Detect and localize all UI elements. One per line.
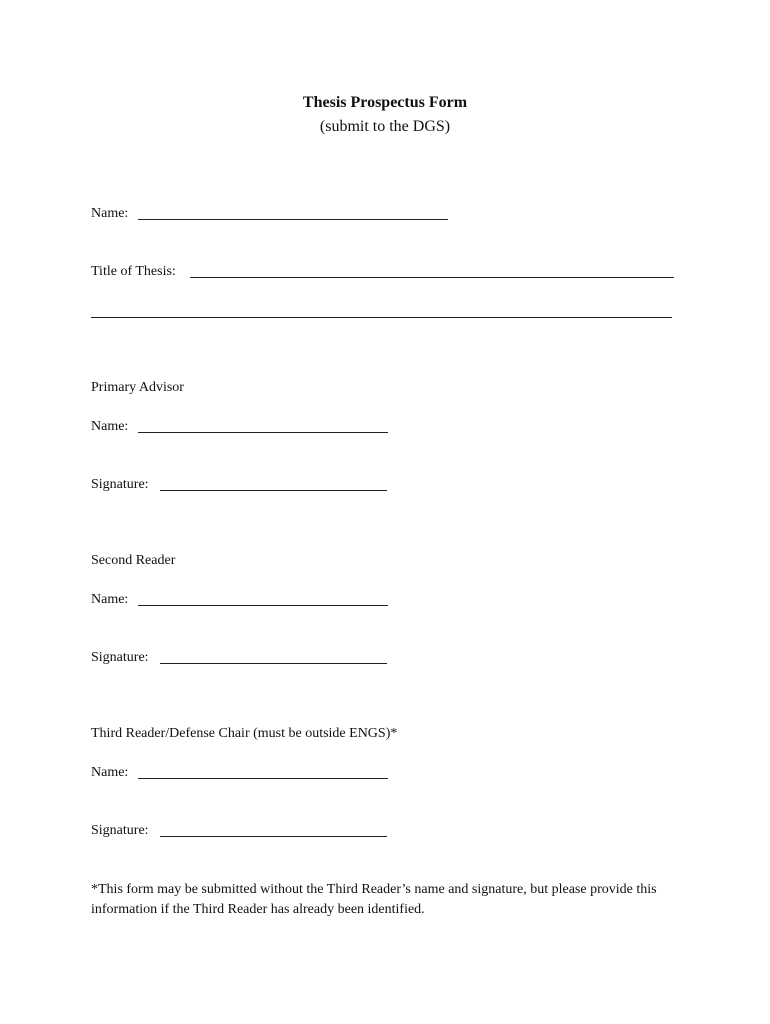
primary-advisor-name-label: Name: [91, 419, 129, 434]
student-name-label: Name: [91, 206, 129, 221]
second-reader-name-field[interactable] [138, 605, 388, 606]
thesis-title-label: Title of Thesis: [91, 264, 176, 279]
footnote: *This form may be submitted without the Third Reader’s name and signature, but please provide this information if the Third Reader has already been identified. [91, 882, 657, 917]
second-reader-signature-label: Signature: [91, 650, 149, 665]
primary-advisor-name-field[interactable] [138, 432, 388, 433]
primary-advisor-heading: Primary Advisor [91, 380, 184, 395]
third-reader-heading: Third Reader/Defense Chair (must be outside ENGS)* [91, 726, 398, 741]
second-reader-name-label: Name: [91, 592, 129, 607]
third-reader-signature-label: Signature: [91, 823, 149, 838]
thesis-title-field[interactable] [190, 277, 674, 278]
thesis-title-field-continued[interactable] [91, 317, 672, 318]
student-name-field[interactable] [138, 219, 448, 220]
second-reader-heading: Second Reader [91, 553, 176, 568]
primary-advisor-signature-field[interactable] [160, 490, 387, 491]
page-title: Thesis Prospectus Form [302, 94, 468, 111]
third-reader-signature-field[interactable] [160, 836, 387, 837]
page-subtitle: (submit to the DGS) [319, 118, 451, 135]
primary-advisor-signature-label: Signature: [91, 477, 149, 492]
third-reader-name-field[interactable] [138, 778, 388, 779]
second-reader-signature-field[interactable] [160, 663, 387, 664]
third-reader-name-label: Name: [91, 765, 129, 780]
